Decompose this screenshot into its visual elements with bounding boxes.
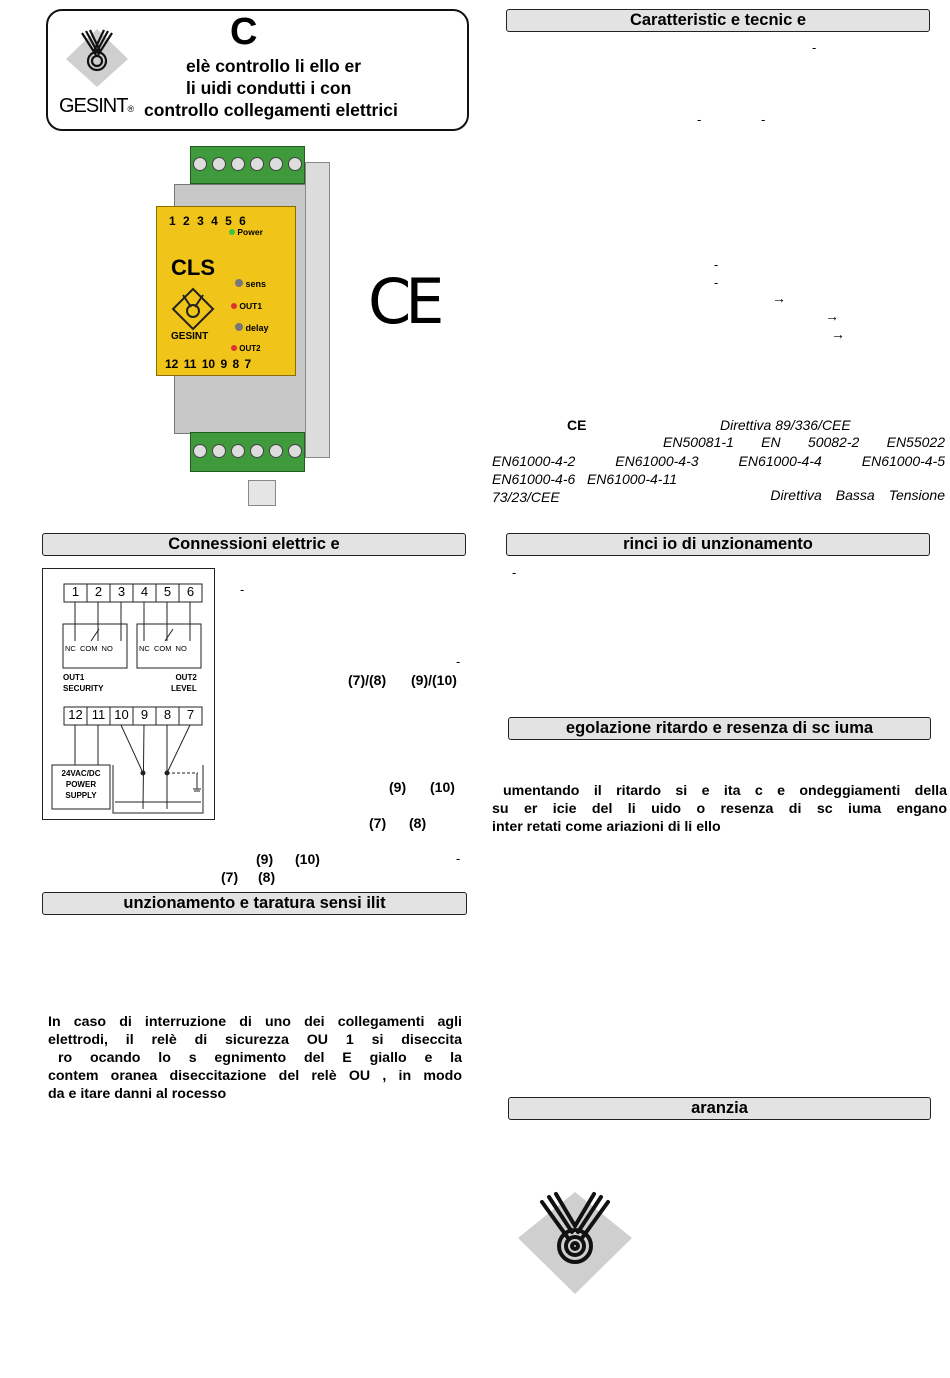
conn-term-9a: (9) (389, 779, 407, 795)
led-out1-text: OUT1 (239, 301, 263, 311)
top-terminal-block (190, 146, 305, 184)
conn-term-7-8: (7)/(8) (348, 672, 387, 688)
section-header-tech: Caratteristic e tecnic e (506, 9, 930, 32)
tech-dash-3: - (761, 112, 766, 127)
out2-label (171, 672, 197, 694)
led-power-label (229, 227, 263, 237)
std-en: EN (761, 434, 781, 450)
calibration-paragraph (48, 1013, 462, 1103)
relay2-nc: NC (139, 644, 150, 653)
regulation-line-2: su er icie del li uido o resenza di sc iuma engano (492, 801, 947, 817)
relay1-com: COM (79, 644, 98, 653)
wiring-term-11: 11 (91, 707, 106, 722)
panel-term-8: 8 (232, 357, 240, 371)
std-bassa: Bassa (835, 487, 875, 503)
wiring-term-1: 1 (71, 584, 80, 599)
title-line-3: controllo collegamenti elettrici (144, 100, 398, 120)
tech-standards-line-2 (663, 434, 945, 450)
gesint-footer-logo-icon (516, 1188, 634, 1296)
section-header-principle: rinci io di unzionamento (506, 533, 930, 556)
wiring-term-5: 5 (163, 584, 172, 599)
bottom-terminal-block (190, 432, 305, 472)
din-clip (248, 480, 276, 506)
conn-term-7b: (7) (221, 869, 239, 885)
out1-desc: SECURITY (63, 684, 104, 693)
out2-desc: LEVEL (171, 684, 197, 693)
conn-term-8a: (8) (409, 815, 427, 831)
led-sens-text: sens (245, 279, 267, 289)
tech-arrow-1: → (772, 290, 786, 306)
tech-lvd: 73/23/CEE (492, 489, 560, 505)
calibration-line-2: elettrodi, il relè di sicurezza OU 1 si diseccita (48, 1032, 462, 1048)
logo-registered-mark: ® (127, 104, 134, 114)
tech-dash-5: - (714, 275, 719, 290)
header-box (46, 9, 469, 131)
tech-dash-2: - (697, 112, 702, 127)
logo-text (59, 95, 133, 118)
wiring-term-4: 4 (140, 584, 149, 599)
conn-term-7a: (7) (369, 815, 387, 831)
power-voltage: 24VAC/DC (61, 769, 101, 778)
power-supply-label (52, 768, 110, 801)
panel-logo-icon (171, 287, 215, 331)
tech-ce-label: CE (567, 417, 587, 433)
device-side (305, 162, 330, 458)
panel-term-11: 11 (183, 357, 197, 371)
relay2-no: NO (175, 644, 187, 653)
conn-term-10a: (10) (430, 779, 455, 795)
std-en55022: EN55022 (886, 434, 945, 450)
panel-term-10: 10 (201, 357, 216, 371)
conn-dash-2: - (456, 654, 461, 669)
section-header-warranty: aranzia (508, 1097, 931, 1120)
led-power-text: Power (237, 227, 263, 237)
panel-term-3: 3 (197, 214, 204, 228)
out1-name: OUT1 (63, 673, 85, 682)
wiring-term-9: 9 (140, 707, 149, 722)
panel-term-1: 1 (169, 214, 176, 228)
tech-dash-1: - (812, 40, 817, 55)
std-4-5: EN61000-4-5 (861, 453, 946, 469)
led-delay-label (235, 323, 269, 333)
logo-word: GESINT (59, 95, 128, 117)
wiring-term-3: 3 (117, 584, 126, 599)
wiring-term-12: 12 (68, 707, 83, 722)
conn-dash-1: - (240, 582, 245, 597)
title-line-2: li uidi condutti i con (186, 78, 352, 98)
calibration-line-3: ro ocando lo s egnimento del E giallo e la (58, 1050, 462, 1066)
tech-arrow-3: → (831, 326, 845, 342)
relay-2-contacts (139, 644, 187, 653)
wiring-term-7: 7 (186, 707, 195, 722)
std-tensione: Tensione (888, 487, 945, 503)
led-out2-label (231, 344, 261, 353)
conn-term-9b: (9) (256, 851, 274, 867)
conn-dash-3: - (456, 851, 461, 866)
tech-dash-4: - (714, 257, 719, 272)
calibration-line-4: contem oranea diseccitazione del relè OU , in modo (48, 1068, 462, 1084)
tech-directive-emc: Direttiva 89/336/CEE (720, 417, 851, 433)
panel-term-12: 12 (165, 357, 179, 371)
device-name: CLS (171, 255, 215, 280)
panel-term-9: 9 (220, 357, 228, 371)
std-4-3: EN61000-4-3 (615, 453, 699, 469)
std-direttiva: Direttiva (770, 487, 822, 503)
panel-term-6: 6 (239, 214, 246, 228)
product-code: C (230, 11, 258, 53)
power-word: POWER (65, 780, 97, 789)
panel-term-4: 4 (211, 214, 218, 228)
led-out2-text: OUT2 (239, 344, 261, 353)
panel-brand: GESINT (171, 331, 209, 342)
conn-term-8b: (8) (258, 869, 276, 885)
led-sens-label (235, 279, 266, 289)
panel-term-2: 2 (183, 214, 190, 228)
regulation-paragraph (492, 782, 947, 836)
std-4-11: EN61000-4-11 (586, 471, 677, 487)
calibration-line-5: da e itare danni al rocesso (48, 1086, 227, 1102)
std-4-6: EN61000-4-6 (492, 471, 576, 487)
section-header-regulation: egolazione ritardo e resenza di sc iuma (508, 717, 931, 740)
section-header-calibration: unzionamento e taratura sensi ilit (42, 892, 467, 915)
wiring-term-2: 2 (94, 584, 103, 599)
gesint-logo-mark-icon (62, 25, 132, 87)
std-4-2: EN61000-4-2 (492, 453, 576, 469)
regulation-line-3: inter retati come ariazioni di li ello (492, 819, 721, 835)
relay2-com: COM (153, 644, 172, 653)
title-line-1: elè controllo li ello er (186, 56, 362, 76)
led-delay-text: delay (245, 323, 269, 333)
std-50082: 50082-2 (807, 434, 860, 450)
std-4-4: EN61000-4-4 (738, 453, 822, 469)
section-header-connections: Connessioni elettric e (42, 533, 466, 556)
panel-term-5: 5 (225, 214, 232, 228)
regulation-line-1: umentando il ritardo si e ita c e ondeggiamenti della (503, 783, 947, 799)
wiring-term-8: 8 (163, 707, 172, 722)
tech-standards-line-3 (492, 453, 945, 469)
conn-term-9-10: (9)/(10) (411, 672, 457, 688)
wiring-bottom-terms (64, 707, 202, 725)
calibration-line-1: In caso di interruzione di uno dei collegamenti agli (48, 1014, 462, 1030)
relay-1-contacts (65, 644, 113, 653)
panel-bottom-terminal-numbers (165, 357, 251, 371)
wiring-diagram (42, 568, 215, 820)
relay1-nc: NC (65, 644, 76, 653)
tech-arrow-2: → (825, 308, 839, 324)
panel-top-terminal-numbers (169, 214, 246, 228)
device-photo (150, 142, 330, 510)
supply-word: SUPPLY (65, 791, 97, 800)
panel-term-7: 7 (244, 357, 252, 371)
wiring-term-6: 6 (186, 584, 195, 599)
ce-mark: CE (368, 265, 439, 338)
relay1-no: NO (101, 644, 113, 653)
std-en50081: EN50081-1 (663, 434, 734, 450)
conn-term-10b: (10) (295, 851, 320, 867)
principle-dash: - (512, 565, 517, 580)
led-out1-label (231, 301, 262, 311)
gesint-logo (59, 25, 134, 125)
wiring-top-terms (64, 584, 202, 602)
out1-label (63, 672, 103, 694)
out2-name: OUT2 (175, 673, 197, 682)
device-front-panel (156, 206, 296, 376)
wiring-term-10: 10 (114, 707, 129, 722)
